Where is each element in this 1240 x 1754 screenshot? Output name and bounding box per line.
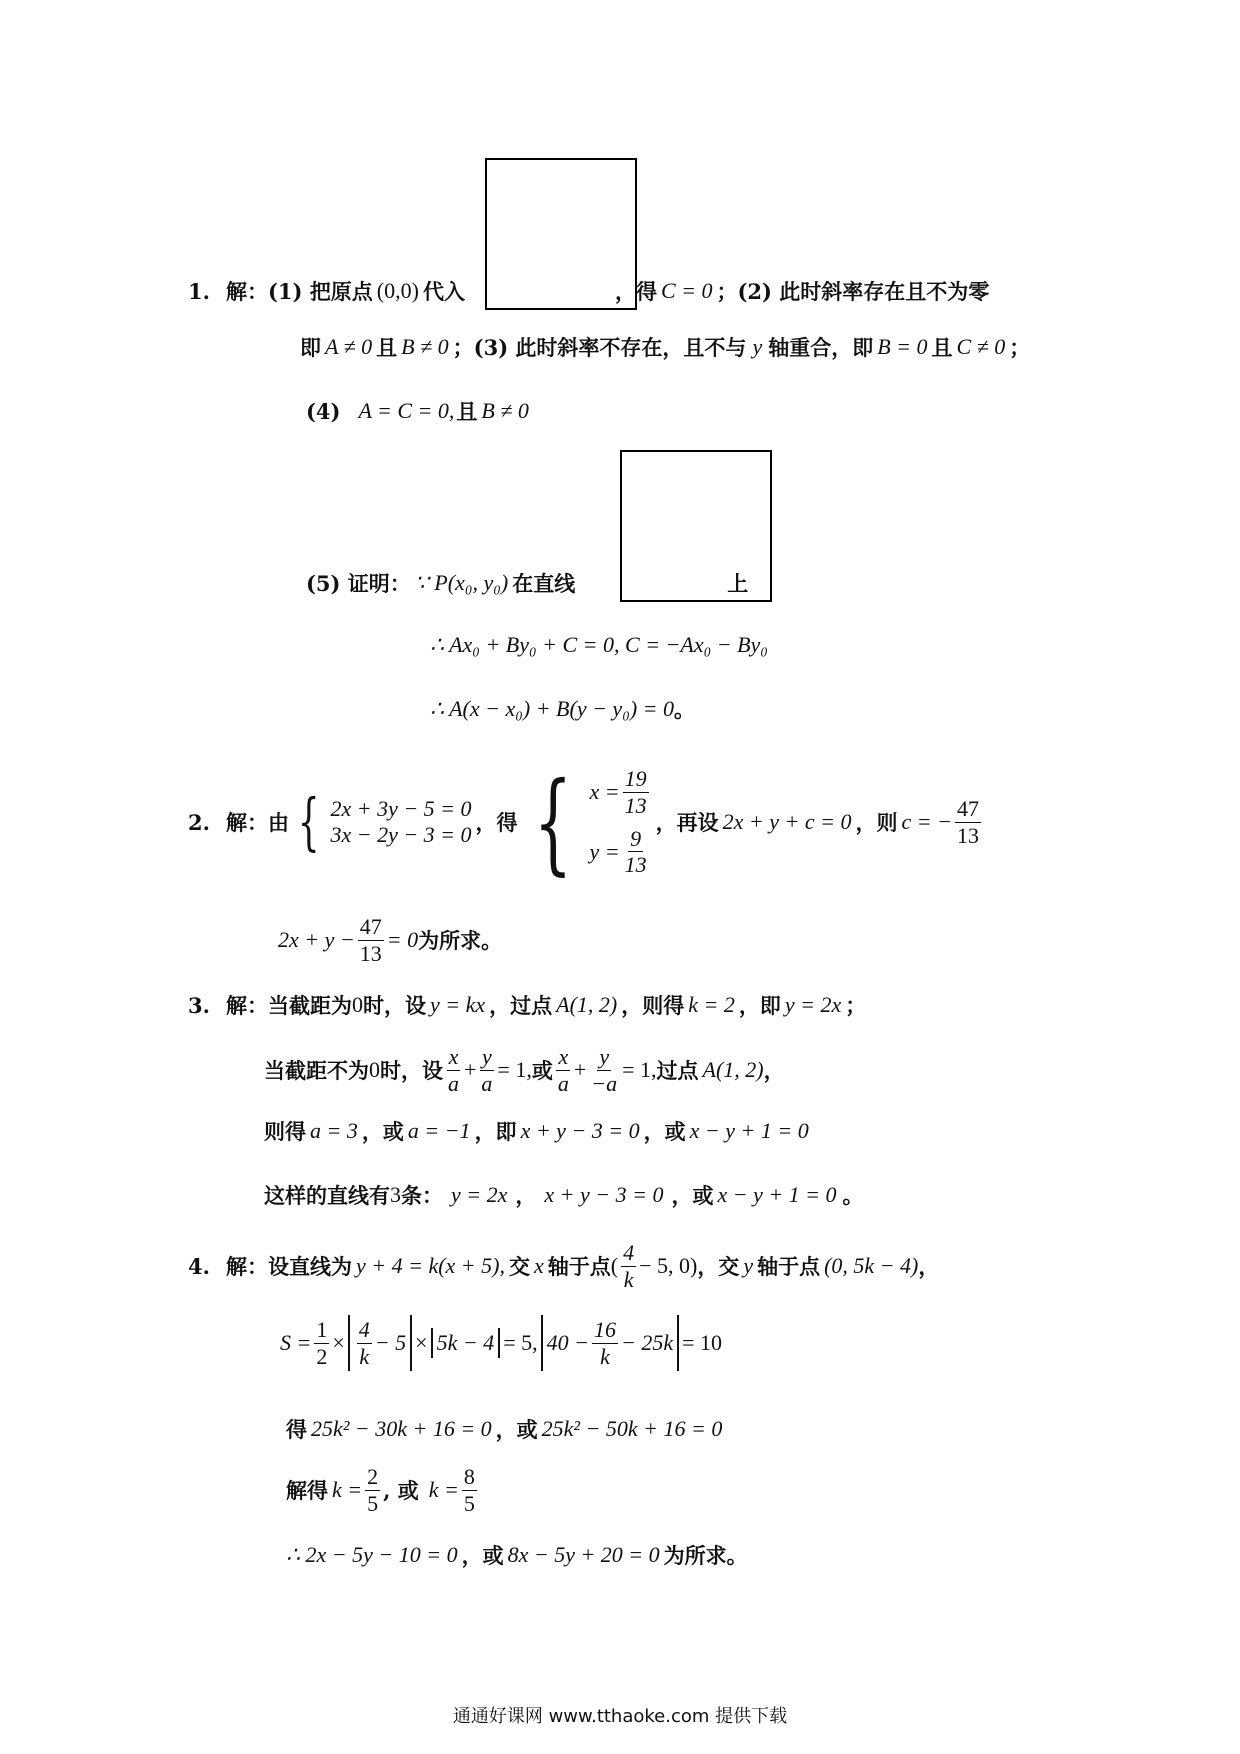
p1-line4: (5) 证明： ∵ P(x₀, y₀) 在直线 上 xyxy=(306,570,749,596)
p2-line1: 2. 解：由 { 2x + 3y − 5 = 0 3x − 2y − 3 = 0 ，得 { x = $\frac{19}{13}$ y = $\frac{9}{13}$ ，再设 2x + y + c = 0 ，则 c = − $\frac{47}{13}$ xyxy=(188,758,979,886)
p1-line5: ∴ Ax₀ + By₀ + C = 0, C = −Ax₀ − By₀ xyxy=(430,632,768,657)
p4-line3: 得 25k² − 30k + 16 = 0 ，或 25k² − 50k + 16 = 0 xyxy=(286,1416,723,1442)
p2-line2: 2x + y − $\frac{47}{13}$ = 0 为所求。 xyxy=(278,914,503,966)
p3-line1: 3. 解：当截距为 0 时，设 y = kx ，过点 A(1, 2) ，则得 k = 2 ，即 y = 2x ； xyxy=(188,992,867,1018)
p4-line4: 解得 k = $\frac{2}{5}$ , 或 k = $\frac{8}{5}$ xyxy=(286,1464,475,1516)
p2-system-2: { x = $\frac{19}{13}$ y = $\frac{9}{13}$ xyxy=(533,758,647,886)
p4-line5: ∴ 2x − 5y − 10 = 0 ，或 8x − 5y + 20 = 0 为所求。 xyxy=(286,1542,748,1568)
p1-line1: 1. 解：(1) 把原点 (0,0) 代入 ，得 C = 0 ；(2) 此时斜率存在且不为零 xyxy=(188,278,990,304)
p2-system-1: { 2x + 3y − 5 = 0 3x − 2y − 3 = 0 xyxy=(297,785,472,858)
p1-line3: (4) A = C = 0, 且 B ≠ 0 xyxy=(306,398,529,424)
p4-line2: S = $\frac{1}{2}$ × $\frac{4}{k}$ − 5 × 5k − 4 = 5, 40 − $\frac{16}{k}$ − 25k = 10 xyxy=(280,1310,722,1376)
page-footer: 通通好课网 www.tthaoke.com 提供下载 xyxy=(452,1706,788,1727)
p1-line6: ∴ A(x − x₀) + B(y − y₀) = 0 。 xyxy=(430,696,696,722)
p3-line2: 当截距不为 0 时，设 $\frac{x}{a}$ + $\frac{y}{a}$ = 1, 或 $\frac{x}{a}$ + $\frac{y}{-a}$ = 1, 过点 A(1, 2) ， xyxy=(264,1044,785,1096)
p3-line3: 则得 a = 3 ，或 a = −1 ，即 x + y − 3 = 0 ，或 x − y + 1 = 0 xyxy=(264,1118,809,1144)
p1-line2: 即 A ≠ 0 且 B ≠ 0 ；(3) 此时斜率不存在，且不与 y 轴重合，即 B = 0 且 C ≠ 0 ； xyxy=(300,334,1031,360)
p3-line4: 这样的直线有 3 条： y = 2x ， x + y − 3 = 0 ，或 x − y + 1 = 0 。 xyxy=(264,1182,864,1208)
p4-line1: 4. 解：设直线为 y + 4 = k(x + 5), 交 x 轴于点 ( $\frac{4}{k}$ − 5, 0) ，交 y 轴于点 (0, 5k − 4) ， xyxy=(188,1240,940,1292)
